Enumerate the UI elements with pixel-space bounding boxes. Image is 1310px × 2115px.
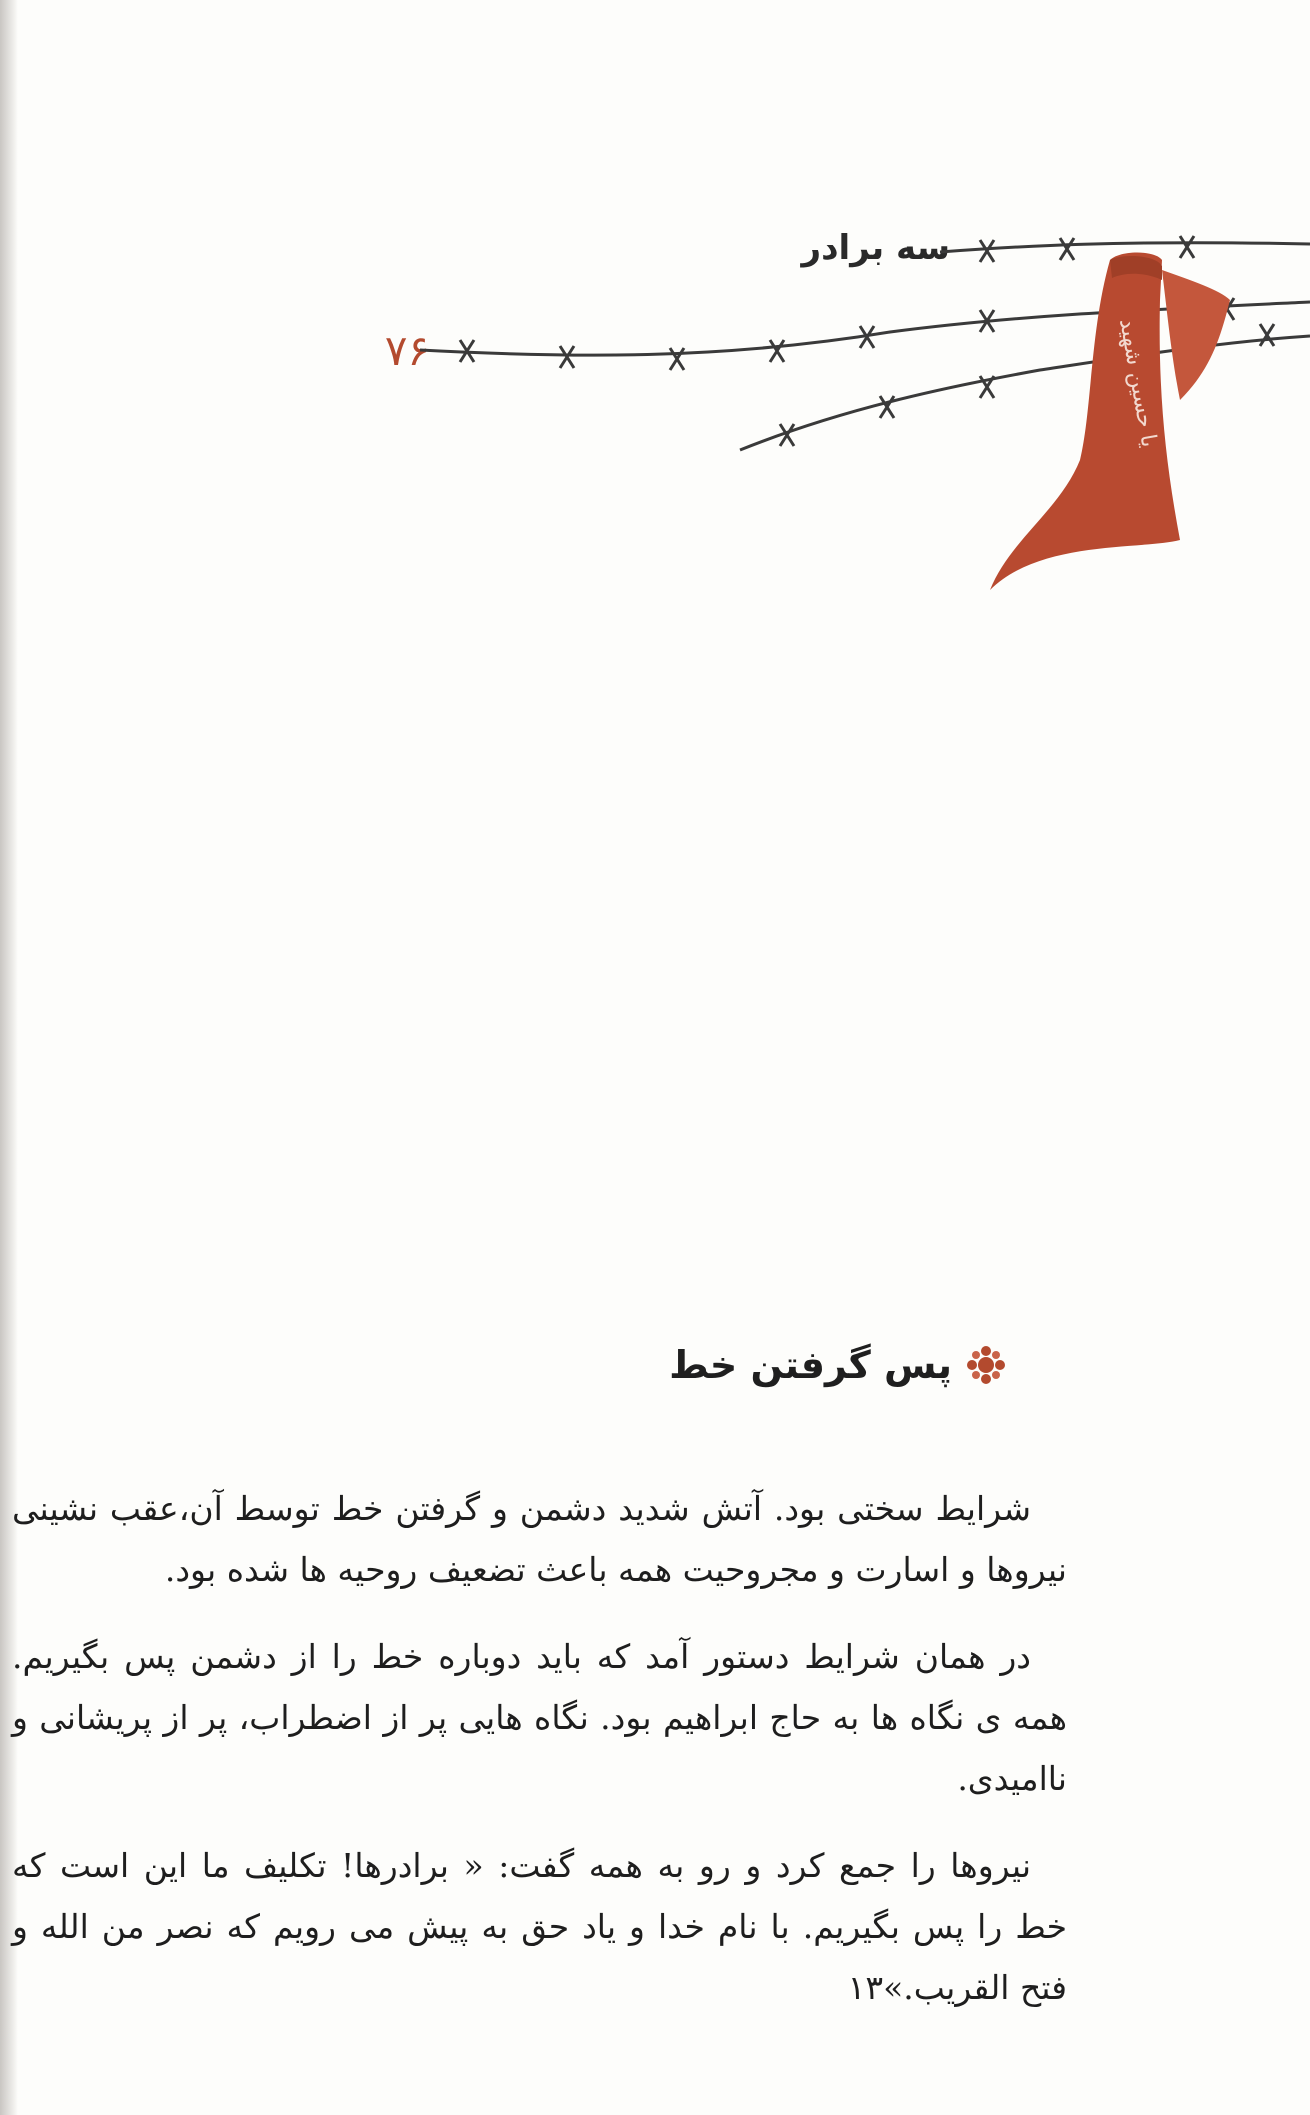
red-scarf-icon <box>990 253 1230 591</box>
body-text <box>12 1478 1067 2044</box>
scarf-inscription: یا حسین شهید <box>1114 316 1162 450</box>
paragraph-2: در همان شرایط دستور آمد که باید دوباره خط را از دشمن پس بگیریم. همه ی نگاه ها به حاج ابراهیم بود. نگاه هایی پر از اضطراب، پر از پریشانی و ناامیدی. <box>12 1637 1067 1798</box>
section-title: پس گرفتن خط <box>669 1343 952 1387</box>
section-heading <box>430 1335 1010 1395</box>
paragraph-3: نیروها را جمع کرد و رو به همه گفت: « برادرها! تکلیف ما این است که خط را پس بگیریم. با نام خدا و یاد حق به پیش می رویم که نصر من الله و فتح القریب.»۱۳ <box>12 1846 1067 2007</box>
floral-ornament-icon <box>962 1341 1010 1389</box>
running-title: سه برادر <box>801 228 950 268</box>
paragraph-1: شرایط سختی بود. آتش شدید دشمن و گرفتن خط توسط آن،عقب نشینی نیروها و اسارت و مجروحیت همه باعث تضعیف روحیه ها شده بود. <box>12 1489 1067 1589</box>
page-number: ۷۶ <box>384 326 430 375</box>
barbed-wire-scarf-illustration <box>420 210 1310 610</box>
